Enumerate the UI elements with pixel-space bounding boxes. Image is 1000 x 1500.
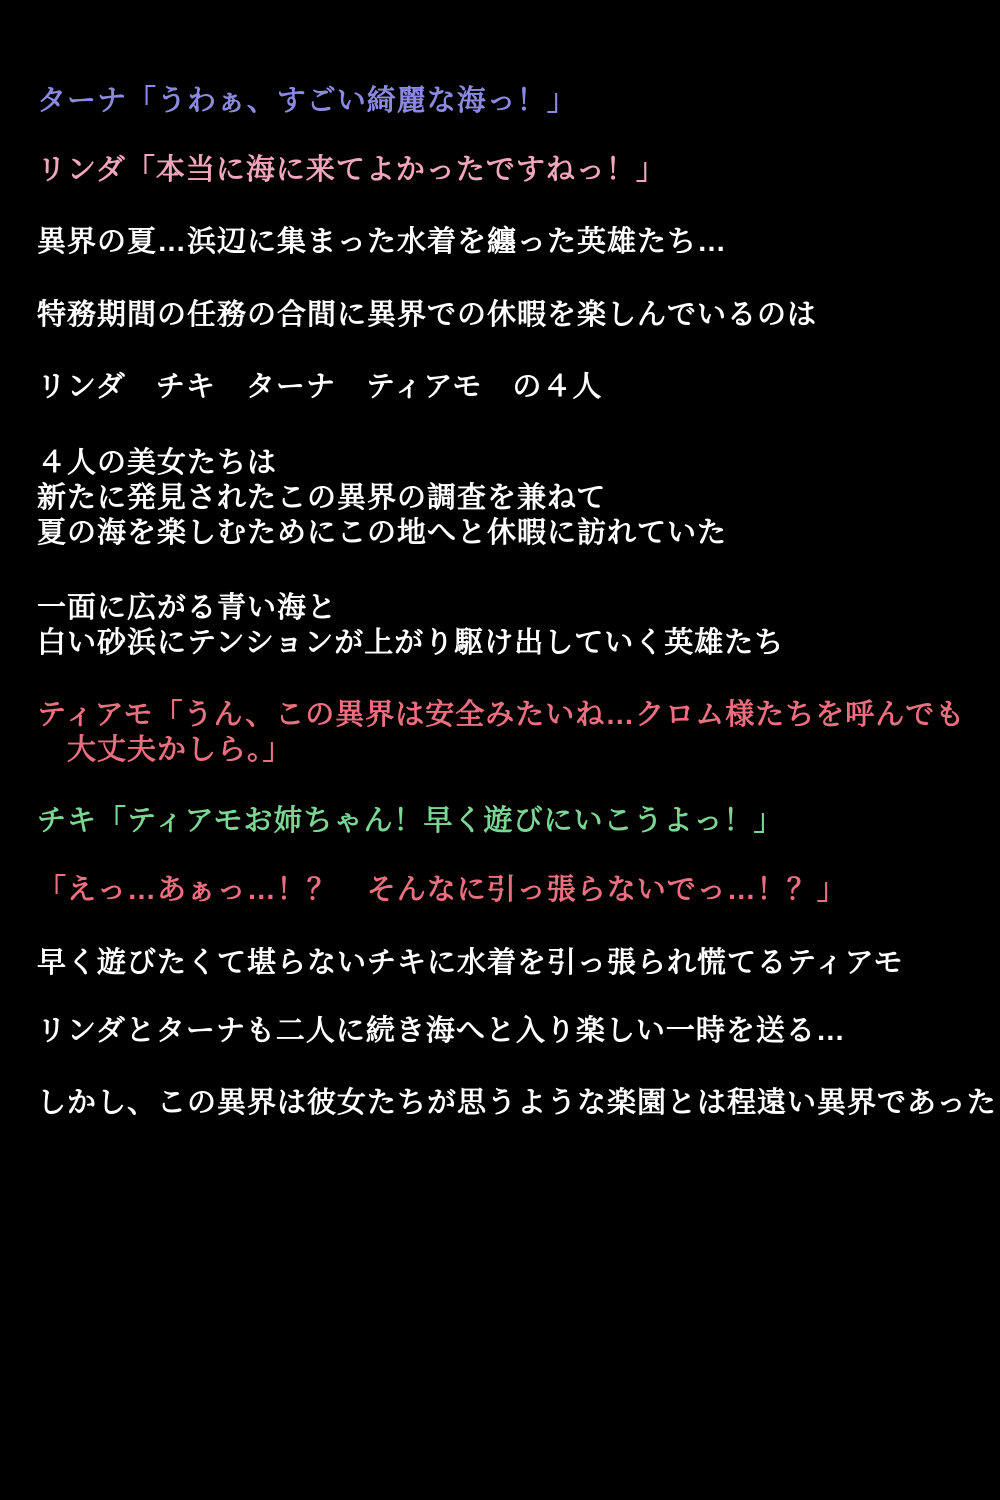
story-line-narration: 特務期間の任務の合間に異界での休暇を楽しんでいるのは xyxy=(37,299,818,331)
story-line-narration: ４人の美女たちは xyxy=(37,447,278,479)
story-line-narration: リンダとターナも二人に続き海へと入り楽しい一時を送る… xyxy=(37,1015,846,1047)
story-line-narration: 一面に広がる青い海と xyxy=(37,592,338,624)
story-line-chiki: チキ「ティアモお姉ちゃん！早く遊びにいこうよっ！」 xyxy=(37,805,784,837)
story-line-tana: ターナ「うわぁ、すごい綺麗な海っ！」 xyxy=(37,85,577,117)
story-line-tiamo: 「えっ…あぁっ…！？ そんなに引っ張らないでっ…！？」 xyxy=(37,874,847,906)
story-line-tiamo: ティアモ「うん、この異界は安全みたいね…クロム様たちを呼んでも xyxy=(37,699,966,731)
story-line-narration: 新たに発見されたこの異界の調査を兼ねて xyxy=(37,482,607,514)
story-line-narration: 早く遊びたくて堪らないチキに水着を引っ張られ慌てるティアモ xyxy=(37,947,904,979)
story-line-narration: 夏の海を楽しむためにこの地へと休暇に訪れていた xyxy=(37,517,728,549)
story-line-narration: 白い砂浜にテンションが上がり駆け出していく英雄たち xyxy=(37,627,785,659)
story-line-tiamo: 大丈夫かしら。」 xyxy=(37,734,293,766)
story-line-narration: 異界の夏…浜辺に集まった水着を纏った英雄たち… xyxy=(37,226,728,258)
story-line-narration: リンダ チキ ターナ ティアモ の４人 xyxy=(37,371,603,403)
story-line-narration: しかし、この異界は彼女たちが思うような楽園とは程遠い異界であった xyxy=(37,1087,997,1119)
story-line-linda: リンダ「本当に海に来てよかったですねっ！」 xyxy=(37,154,666,186)
